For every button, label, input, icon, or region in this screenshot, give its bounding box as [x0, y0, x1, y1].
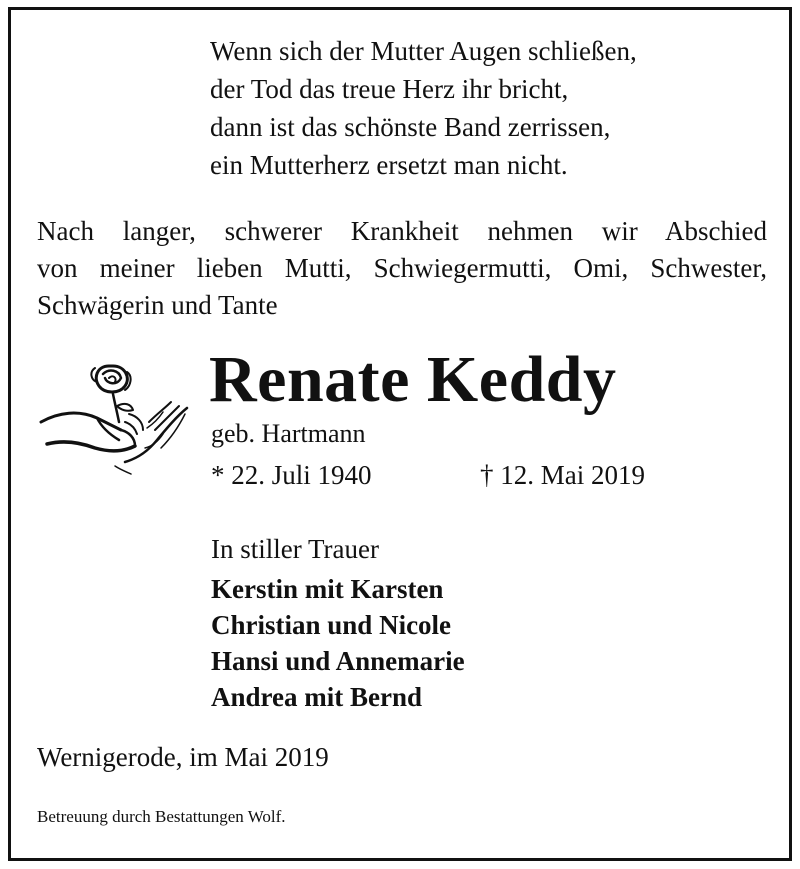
place-date: Wernigerode, im Mai 2019: [37, 742, 329, 772]
death-date: † 12. Mai 2019: [480, 460, 645, 490]
mourning-heading: In stiller Trauer: [211, 534, 379, 564]
undertaker-note: Betreuung durch Bestattungen Wolf.: [37, 807, 286, 826]
maiden-name: geb. Hartmann: [211, 419, 366, 448]
poem-line: Wenn sich der Mutter Augen schließen,: [210, 36, 637, 66]
mourner-name: Hansi und Annemarie: [211, 646, 465, 676]
intro-line: Schwägerin und Tante: [37, 290, 278, 320]
hands-holding-rose-icon: [39, 352, 189, 477]
poem-line: der Tod das treue Herz ihr bricht,: [210, 74, 569, 104]
poem-line: ein Mutterherz ersetzt man nicht.: [210, 150, 568, 180]
mourner-name: Kerstin mit Karsten: [211, 574, 444, 604]
intro-text: [37, 213, 767, 324]
mourners-list: [211, 571, 465, 715]
mourner-name: Christian und Nicole: [211, 610, 452, 640]
birth-date: * 22. Juli 1940: [211, 460, 372, 490]
poem-line: dann ist das schönste Band zerrissen,: [210, 112, 611, 142]
intro-line: Nach langer, schwerer Krankheit nehmen wir Abschied: [37, 216, 767, 246]
mourner-name: Andrea mit Bernd: [211, 682, 423, 712]
deceased-name: Renate Keddy: [209, 343, 617, 416]
intro-line: von meiner lieben Mutti, Schwiegermutti, Omi, Schwester,: [37, 253, 767, 283]
obituary-frame: [8, 7, 792, 861]
poem: [210, 32, 637, 184]
